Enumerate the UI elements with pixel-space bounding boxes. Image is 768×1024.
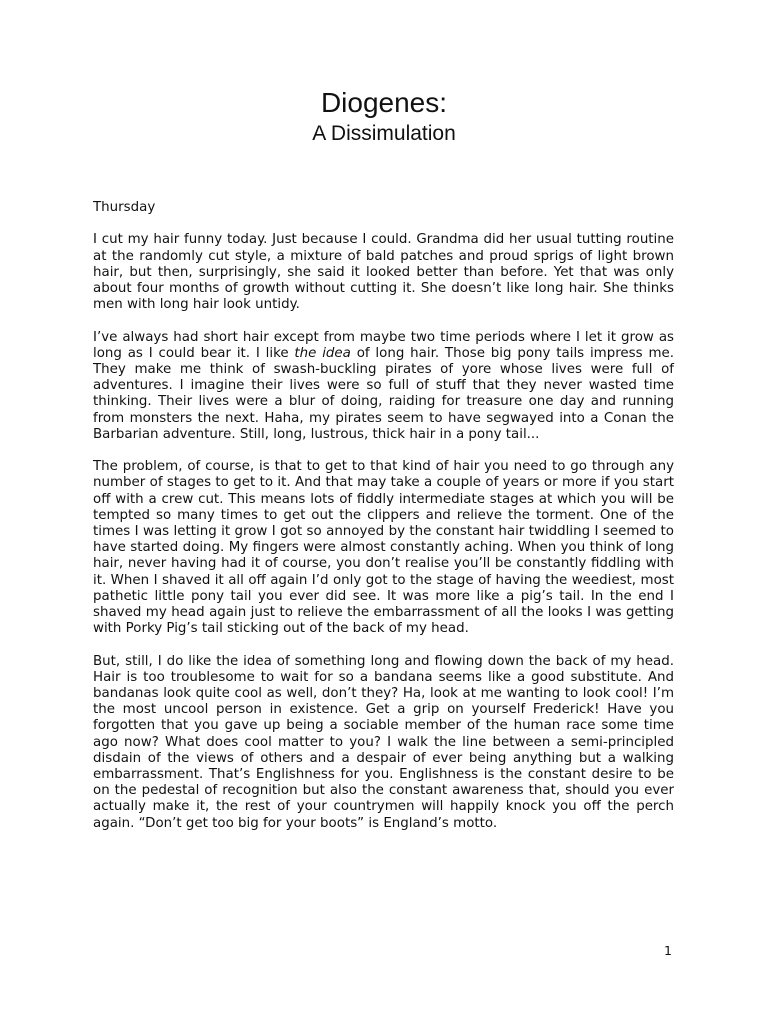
entry-day: Thursday <box>93 200 156 215</box>
paragraph-2-after: of long hair. Those big pony tails impress me. They make me think of swash-buckling pirates of yore whose lives were full of adventures. I imagine their lives were so full of stuff that they never wasted time thinking. Their lives were a blur of doing, raiding for treasure one day and running from monsters the next. Haha, my pirates seem to have segwayed into a Conan the Barbarian adventure. Still, long, lustrous, thick hair in a pony tail... <box>93 345 674 442</box>
paragraph-2-emphasis: the idea <box>294 345 351 361</box>
document-title: Diogenes: <box>320 87 448 118</box>
paragraph-4: But, still, I do like the idea of something long and flowing down the back of my head. Hair is too troublesome to wait for so a bandana seems like a good substitute. And bandanas look quite cool as well, don’t they? Ha, look at me wanting to look cool! I’m the most uncool person in existence. Get a grip on yourself Frederick! Have you forgotten that you gave up being a sociable member of the human race some time ago now? What does cool matter to you? I walk the line between a semi-principled disdain of the views of others and a despair of ever being anything but a walking embarrassment. That’s Englishness for you. Englishness is the constant desire to be on the pedestal of recognition but also the constant awareness that, should you ever actually make it, the rest of your countrymen will happily knock you off the perch again. “Don’t get too big for your boots” is England’s motto. <box>93 653 674 831</box>
paragraph-2-before: I’ve always had short hair except from maybe two time periods where I let it grow as long as I could bear it. I like <box>93 329 674 361</box>
paragraph-3: The problem, of course, is that to get to that kind of hair you need to go through any number of stages to get to it. And that may take a couple of years or more if you start off with a crew cut. This means lots of fiddly intermediate stages at which you will be tempted so many times to get out the clippers and relieve the torment. One of the times I was letting it grow I got so annoyed by the constant hair twiddling I seemed to have started doing. My fingers were almost constantly aching. When you think of long hair, never having had it of course, you don’t realise you’ll be constantly fiddling with it. When I shaved it all off again I’d only got to the stage of having the weediest, most pathetic little pony tail you ever did see. It was more like a pig’s tail. In the end I shaved my head again just to relieve the embarrassment of all the looks I was getting with Porky Pig’s tail sticking out of the back of my head. <box>93 459 674 637</box>
document-body <box>93 200 674 848</box>
paragraph-2 <box>93 330 674 443</box>
paragraph-1: I cut my hair funny today. Just because I could. Grandma did her usual tutting routine at the randomly cut style, a mixture of bald patches and proud sprigs of light brown hair, but then, surprisingly, she said it looked better than before. Yet that was only about four months of growth without cutting it. She doesn’t like long hair. She thinks men with long hair look untidy. <box>93 232 674 313</box>
page-number: 1 <box>664 943 672 958</box>
document-subtitle: A Dissimulation <box>312 122 456 145</box>
